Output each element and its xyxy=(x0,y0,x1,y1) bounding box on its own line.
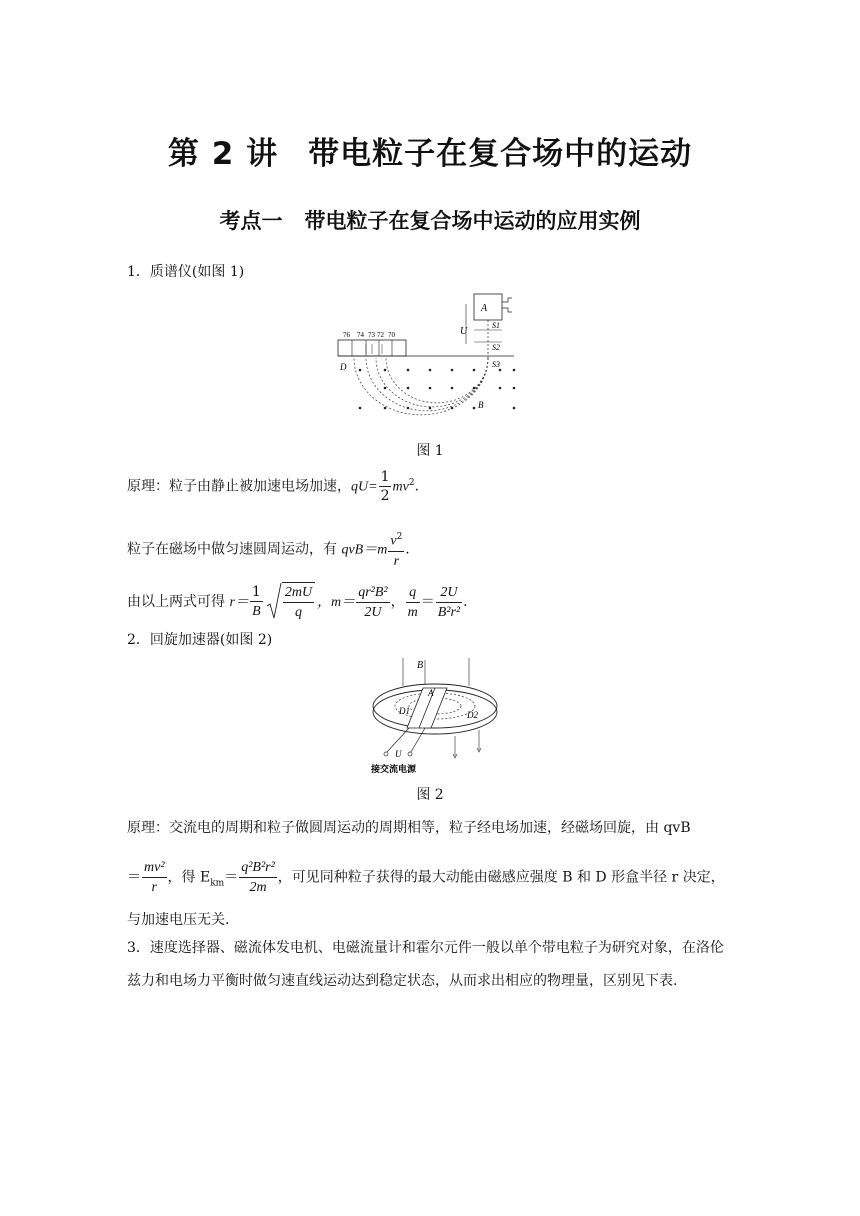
fraction-one-half: $\frac{1}{2}$ xyxy=(380,469,390,504)
mass-label-76: 76 xyxy=(343,331,350,339)
item1-line2: 粒子在磁场中做匀速圆周运动，有 qvB＝m $\frac{v^2}{r}$ . xyxy=(127,528,410,571)
ion-source-box xyxy=(474,294,502,320)
mass-spectrometer-figure xyxy=(330,292,530,422)
lecture-title: 带电粒子在复合场中的运动 xyxy=(308,136,693,172)
section-label: 考点一 xyxy=(219,209,283,233)
item1-principle: 原理：粒子由静止被加速电场加速，qU= $\frac{1}{2}$ $mv^2$. xyxy=(127,469,419,504)
page-title xyxy=(0,128,860,173)
label-U2: U xyxy=(395,749,402,759)
label-D: D xyxy=(340,362,347,372)
label-B2: B xyxy=(417,660,424,671)
mass-label-70: 70 xyxy=(388,331,395,339)
cyclotron-figure xyxy=(365,656,505,778)
lecture-number: 第 2 讲 xyxy=(167,136,279,172)
mass-label-74: 74 xyxy=(357,331,364,339)
magnetic-field-dots xyxy=(359,369,516,410)
section-title: 带电粒子在复合场中运动的应用实例 xyxy=(304,209,641,233)
item2-principle-line2: ＝ $\frac{\text{mv²}}{r}$ ，得 $E_{km}=$ $\frac{\text{q²B²r²}}{2m}$ ，可见同种粒子获得的最大动能由磁感应强度 B 和 D 形盒半径 r 决定， xyxy=(127,860,725,895)
label-B: B xyxy=(478,400,484,410)
section-heading xyxy=(0,205,860,235)
fraction-v2-over-r: $\frac{v^2}{r}$ xyxy=(390,532,403,569)
item3-text: 3．速度选择器、磁流体发电机、电磁流量计和霍尔元件一般以单个带电粒子为研究对象，在洛伦兹力和电场力平衡时做匀速直线运动达到稳定状态，从而求出相应的物理量，区别见下表. xyxy=(127,940,724,989)
mass-label-72: 72 xyxy=(377,331,384,339)
figure1-caption: 图 1 xyxy=(416,443,444,459)
label-D1: D1 xyxy=(399,706,410,716)
label-A2: A xyxy=(428,688,434,698)
ac-source-label: 接交流电源 xyxy=(371,765,417,775)
label-S1: S1 xyxy=(492,321,500,330)
label-A: A xyxy=(481,303,488,314)
item2-principle-line3: 与加速电压无关. xyxy=(127,912,230,928)
label-D2: D2 xyxy=(467,710,478,720)
label-S3: S3 xyxy=(492,360,500,369)
item2-principle-line1: 原理：交流电的周期和粒子做圆周运动的周期相等，粒子经电场加速，经磁场回旋，由 qvB xyxy=(127,820,691,836)
label-S2: S2 xyxy=(492,343,500,352)
item1-line3: 由以上两式可得 r＝ $\frac{1}{B}$ $\frac{2mU}{q}$ ，m＝ $\frac{\text{qr²B²}}{2U}$ ， $\frac{q}{m}$ ＝ $\frac{2U}{\text{B²r²}}$ . xyxy=(127,584,468,620)
sqrt-expression: $\frac{2mU}{q}$ xyxy=(266,582,315,622)
item1-heading: 1．质谱仪(如图 1) xyxy=(127,264,245,280)
item2-heading: 2．回旋加速器(如图 2) xyxy=(127,632,273,648)
label-U: U xyxy=(460,326,468,337)
mass-label-73: 73 xyxy=(368,331,375,339)
figure2-caption: 图 2 xyxy=(416,787,444,803)
